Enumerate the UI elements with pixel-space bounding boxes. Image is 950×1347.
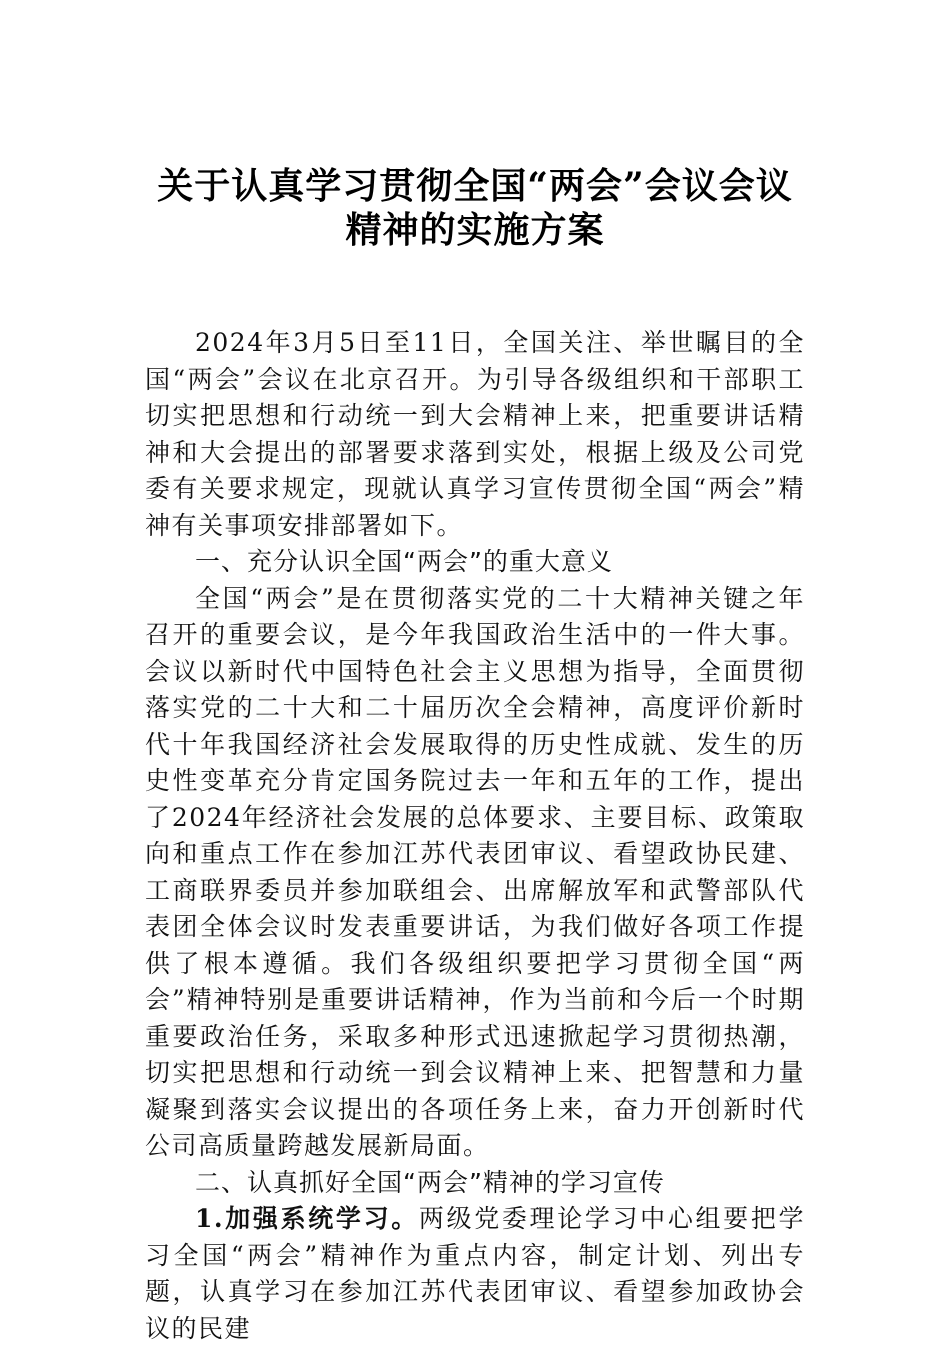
intro-paragraph: 2024年3月5日至11日，全国关注、举世瞩目的全国“两会”会议在北京召开。为引导各级组织和干部职工切实把思想和行动统一到大会精神上来，把重要讲话精神和大会提出的部署要求落到实处，根据上级及公司党委有关要求规定，现就认真学习宣传贯彻全国“两会”精神有关事项安排部署如下。 <box>145 328 805 540</box>
item-1-lead: 1.加强系统学习。 <box>195 1204 419 1233</box>
document-title-line-1: 关于认真学习贯彻全国“两会”会议会议 <box>157 165 793 207</box>
section-1-heading: 一、充分认识全国“两会”的重大意义 <box>195 547 613 576</box>
document-body <box>145 325 805 1347</box>
section-2-heading: 二、认真抓好全国“两会”精神的学习宣传 <box>195 1167 665 1197</box>
section-1-paragraph: 全国“两会”是在贯彻落实党的二十大精神关键之年召开的重要会议，是今年我国政治生活中的一件大事。会议以新时代中国特色社会主义思想为指导，全面贯彻落实党的二十大和二十届历次全会精神，高度评价新时代十年我国经济社会发展取得的历史性成就、发生的历史性变革充分肯定国务院过去一年和五年的工作，提出了2024年经济社会发展的总体要求、主要目标、政策取向和重点工作在参加江苏代表团审议、看望政协民建、工商联界委员并参加联组会、出席解放军和武警部队代表团全体会议时发表重要讲话，为我们做好各项工作提供了根本遵循。我们各级组织要把学习贯彻全国“两会”精神特别是重要讲话精神，作为当前和今后一个时期重要政治任务，采取多种形式迅速掀起学习贯彻热潮，切实把思想和行动统一到会议精神上来、把智慧和力量凝聚到落实会议提出的各项任务上来，奋力开创新时代公司高质量跨越发展新局面。 <box>145 583 805 1160</box>
item-1-paragraph <box>145 1201 805 1347</box>
document-title-line-2: 精神的实施方案 <box>345 209 605 251</box>
item-1-body: 两级党委理论学习中心组要把学习全国“两会”精神作为重点内容，制定计划、列出专题，认真学习在参加江苏代表团审议、看望参加政协会议的民建 <box>145 1204 805 1343</box>
